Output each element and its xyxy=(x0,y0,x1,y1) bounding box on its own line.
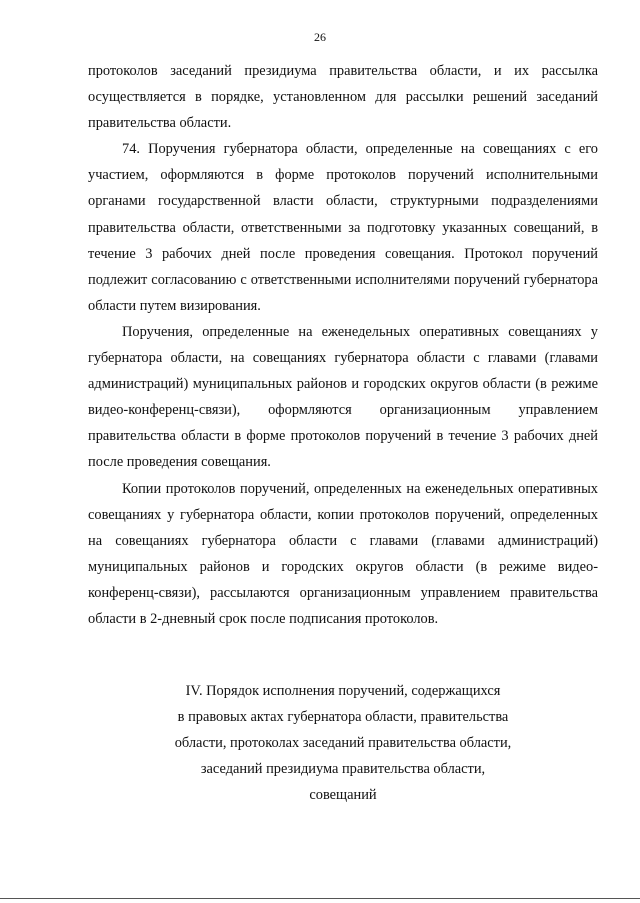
section-heading-line: IV. Порядок исполнения поручений, содержащихся xyxy=(185,683,501,699)
paragraph-continuation: протоколов заседаний президиума правительства области, и их рассылка осуществляется в порядке, установленном для рассылки решений заседаний правительства области. xyxy=(88,63,598,132)
page-number: 26 xyxy=(314,30,326,44)
paragraph-protocol-copies: Копии протоколов поручений, определенных на еженедельных оперативных совещаниях у губернатора области, копии протоколов поручений, определенных на совещаниях губернатора области с главами (главами администраций) муниципальных районов и городских округов области (в режиме видео-конференц-связи), рассылаются организационным управлением правительства области в 2-дневный срок после подписания протоколов. xyxy=(88,480,598,627)
section-heading-line: заседаний президиума правительства области, xyxy=(200,761,486,777)
document-body xyxy=(88,58,598,632)
section-heading xyxy=(88,678,598,808)
page-bottom-edge xyxy=(0,898,640,899)
section-heading-line: области, протоколах заседаний правительства области, xyxy=(174,735,512,751)
paragraph-item-74: 74. Поручения губернатора области, определенные на совещаниях с его участием, оформляются в форме протоколов поручений исполнительными органами государственной власти области, структурными подразделениями правительства области, ответственными за подготовку указанных совещаний, в течение 3 рабочих дней после проведения совещания. Протокол поручений подлежит согласованию с ответственными исполнителями поручений губернатора области путем визирования. xyxy=(88,141,598,314)
section-heading-line: совещаний xyxy=(309,787,377,803)
section-heading-line: в правовых актах губернатора области, правительства xyxy=(177,709,509,725)
paragraph-weekly-meetings: Поручения, определенные на еженедельных оперативных совещаниях у губернатора области, на совещаниях губернатора области с главами (главами администраций) муниципальных районов и городских округов области (в режиме видео-конференц-связи), оформляются организационным управлением правительства области в форме протоколов поручений в течение 3 рабочих дней после проведения совещания. xyxy=(88,323,598,471)
